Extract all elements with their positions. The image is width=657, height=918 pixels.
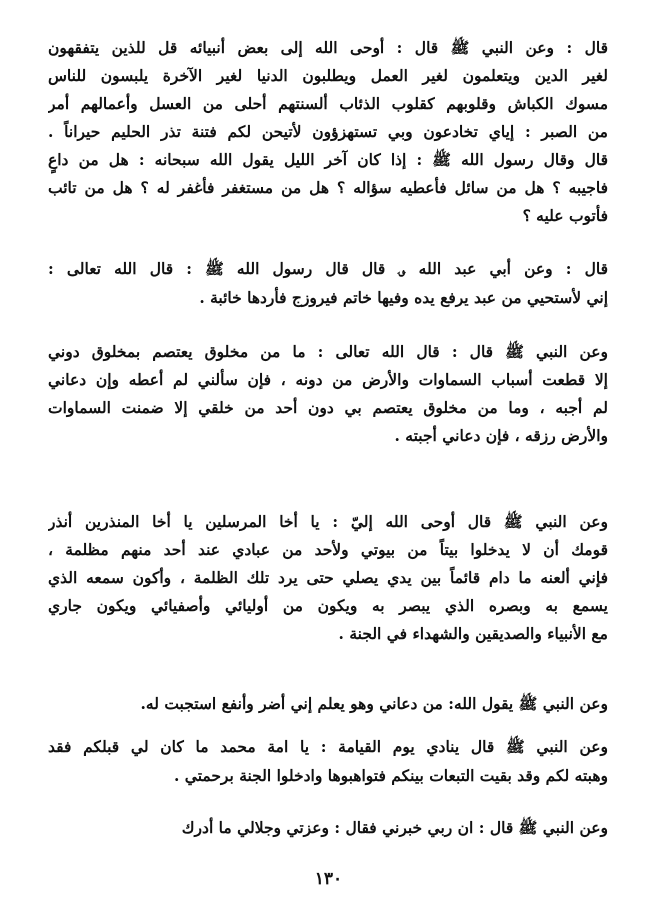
text-line: وعن النبي ﷺ يقول الله: من دعاني وهو يعلم إني أضر وأنفع استجبت له.	[140, 694, 608, 713]
text-line: وعن النبي ﷺ قال : ان ربي خبرني فقال : وعزتي وجلالي ما أدرك	[181, 818, 608, 837]
text-line: وعن النبي ﷺ قال أوحى الله إليّ : يا أخا المرسلين يا أخا المنذرين أنذر	[48, 512, 608, 531]
text-line: لغير الدين ويتعلمون لغير العمل ويطلبون الدنيا لغير الآخرة يلبسون للناس	[48, 66, 608, 85]
text-line: قال : وعن النبي ﷺ قال : أوحى الله إلى بعض أنبيائه قل للذين يتفقهون	[48, 38, 608, 57]
text-line: من الصبر : إياي تخادعون وبي تستهزؤون لأتيحن لكم فتنة تذر الحليم حيراناً .	[48, 122, 608, 141]
text-line: وعن النبي ﷺ قال : قال الله تعالى : ما من مخلوق يعتصم بمخلوق دوني	[48, 342, 608, 361]
text-line: إني لأستحيي من عبد يرفع يده وفيها خاتم فيروزج فأردها خائبة .	[199, 288, 608, 307]
text-line: فاجيبه ؟ هل من سائل فأعطيه سؤاله ؟ هل من مستغفر فأغفر له ؟ هل من تائب	[48, 178, 608, 197]
text-line: والأرض رزقه ، فإن دعاني أجبته .	[394, 426, 608, 445]
text-line: إلا قطعت أسباب السماوات والأرض من دونه ، فإن سألني لم أعطه وإن دعاني	[48, 370, 608, 389]
page-number: ١٣٠	[314, 869, 343, 889]
text-line: قال وقال رسول الله ﷺ : إذا كان آخر الليل يقول الله سبحانه : هل من داعٍ	[48, 150, 608, 169]
text-line: فإني ألعنه ما دام قائماً بين يدي يصلي حتى يرد تلك الظلمة ، وأكون سمعه الذي	[48, 568, 608, 587]
text-line: قومك أن لا يدخلوا بيتاً من بيوتي ولأحد من عبادي عند أحد منهم مظلمة ،	[48, 540, 608, 559]
text-line: قال : وعن أبي عبد الله ؈ قال قال رسول الله ﷺ : قال الله تعالى :	[48, 259, 608, 278]
text-line: وهبته لكم وقد بقيت التبعات بينكم فتواهبوها وادخلوا الجنة برحمتي .	[174, 766, 608, 785]
text-line: وعن النبي ﷺ قال ينادي يوم القيامة : يا امة محمد ما كان لي قبلكم فقد	[48, 737, 608, 756]
text-line: لم أجبه ، وما من مخلوق يعتصم بي دون أحد من خلقي إلا ضمنت السماوات	[48, 398, 608, 417]
text-line: فأتوب عليه ؟	[522, 206, 608, 225]
text-line: يسمع به وبصره الذي يبصر به ويكون من أوليائي وأصفيائي ويكون جاري	[48, 596, 608, 615]
text-line: مع الأنبياء والصديقين والشهداء في الجنة .	[338, 624, 608, 643]
text-line: مسوك الكباش وقلوبهم كقلوب الذئاب ألسنتهم أحلى من العسل وأعمالهم أمر	[48, 94, 608, 113]
